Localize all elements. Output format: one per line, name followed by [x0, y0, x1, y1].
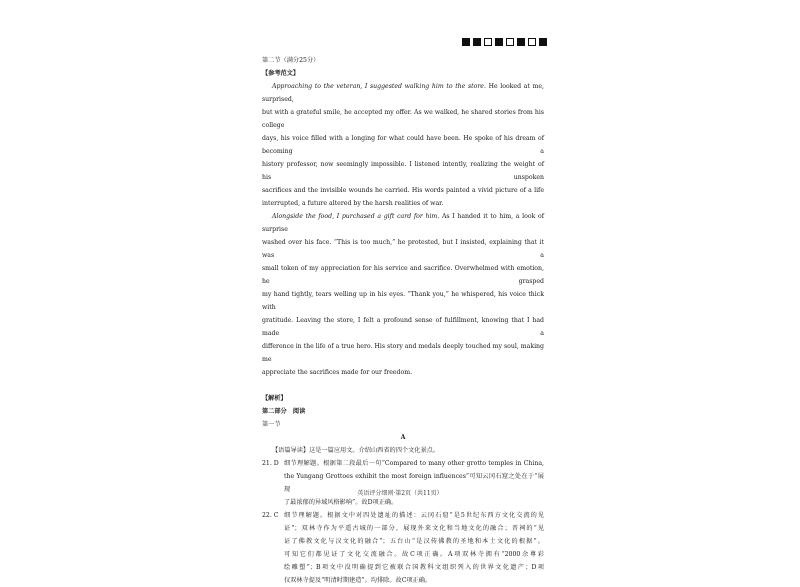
essay-line: small token of my appreciation for his service and sacrifice. Overwhelmed with emotion, he grasped [262, 265, 544, 285]
question-22 [262, 509, 544, 587]
explanation-line: 细节理解题。根据第二段最后一句“Compared to many other grotto temples in China, [284, 460, 544, 467]
page-footer: 英语评分细则·第2页（共11页） [357, 490, 443, 497]
header-mark [495, 38, 503, 46]
essay-line: difference in the life of a true hero. His story and medals deeply touched my soul, making me [262, 343, 544, 363]
essay-line [262, 80, 544, 106]
header-mark [484, 38, 492, 46]
header-mark [506, 38, 514, 46]
question-22-number: 22. C [262, 512, 279, 519]
explanation-line: the Yungang Grottoes exhibit the most foreign influences”可知云冈石窟之处在于“展现 [284, 473, 544, 493]
explanation-line: 可知它们都见证了文化交流融合。故C项正确。A项双林寺拥有“2000余尊彩 [284, 551, 544, 558]
explanation-line: 细节理解题。根据文中对四处遗址的描述：云冈石窟“是5世纪东西方文化交流的见 [284, 512, 544, 519]
explanation-line: 仅双林寺提及“明清时期建造”。均排除。故C项正确。 [284, 577, 432, 584]
explanation-line: 了最浓郁的异域风格影响”。故D项正确。 [284, 499, 398, 506]
essay-line: my hand tightly, tears welling up in his eyes. “Thank you,” he whispered, his voice thick with [262, 291, 544, 311]
essay-line [262, 210, 544, 236]
essay-line: gratitude. Leaving the store, I felt a profound sense of fulfillment, knowing that I had made a [262, 317, 544, 337]
header-mark [517, 38, 525, 46]
essay-paragraph-2 [262, 210, 544, 379]
section-title: 第二节（满分25分） [262, 57, 320, 64]
explanation-line: 证”；双林寺作为平遥古城的一部分，展现外来文化和当地文化的融合；晋祠的“见 [284, 525, 544, 532]
essay-line: appreciate the sacrifices made for our freedom. [262, 369, 413, 376]
explanation-line: 证了佛教文化与汉文化的融合”；五台山“是汉传佛教的圣地和本土文化的根据”。 [284, 538, 544, 545]
essay-line: interrupted, a future altered by the harsh realities of war. [262, 200, 444, 207]
essay-text: He looked at me, surprised, [262, 83, 544, 103]
given-sentence: Approaching to the veteran, I suggested walking him to the store. [272, 83, 486, 90]
passage-intro: 【语篇导读】这是一篇应用文。介绍山西省的四个文化景点。 [272, 447, 440, 454]
essay-line: but with a grateful smile, he accepted my offer. As we walked, he shared stories from his college [262, 109, 544, 129]
essay-text: As I handed it to him, a look of surprise [262, 213, 545, 233]
given-sentence: Alongside the food, I purchased a gift card for him. [272, 213, 440, 220]
question-21-explanation [284, 457, 544, 509]
header-mark [528, 38, 536, 46]
explanation-line: 绘雕塑”；B项文中没明确提到它被联合国教科文组织列入的世界文化遗产；D项 [284, 564, 544, 571]
essay-line: days, his voice filled with a longing for what could have been. He spoke of his dream of becoming a [262, 135, 544, 155]
header-mark [473, 38, 481, 46]
question-22-explanation [284, 509, 544, 587]
question-21 [262, 457, 544, 509]
part-label: 第二部分 阅读 [262, 408, 306, 415]
essay-line: history professor, now seemingly impossible. I listened intently, realizing the weight of his unspoken [262, 161, 544, 181]
header-mark [462, 38, 470, 46]
answer-content [262, 54, 544, 587]
section-one-label: 第一节 [262, 421, 281, 428]
essay-line: sacrifices and the invisible wounds he carried. His words painted a vivid picture of a life [262, 187, 544, 194]
header-mark [539, 38, 547, 46]
essay-paragraph-1 [262, 80, 544, 210]
header-marks [462, 38, 547, 46]
analysis-label: 【解析】 [262, 395, 287, 402]
question-21-number: 21. D [262, 460, 279, 467]
reference-label: 【参考范文】 [262, 70, 300, 77]
passage-letter: A [400, 434, 406, 441]
essay-line: washed over his face. “This is too much,” he protested, but I insisted, explaining that it was a [262, 239, 544, 259]
